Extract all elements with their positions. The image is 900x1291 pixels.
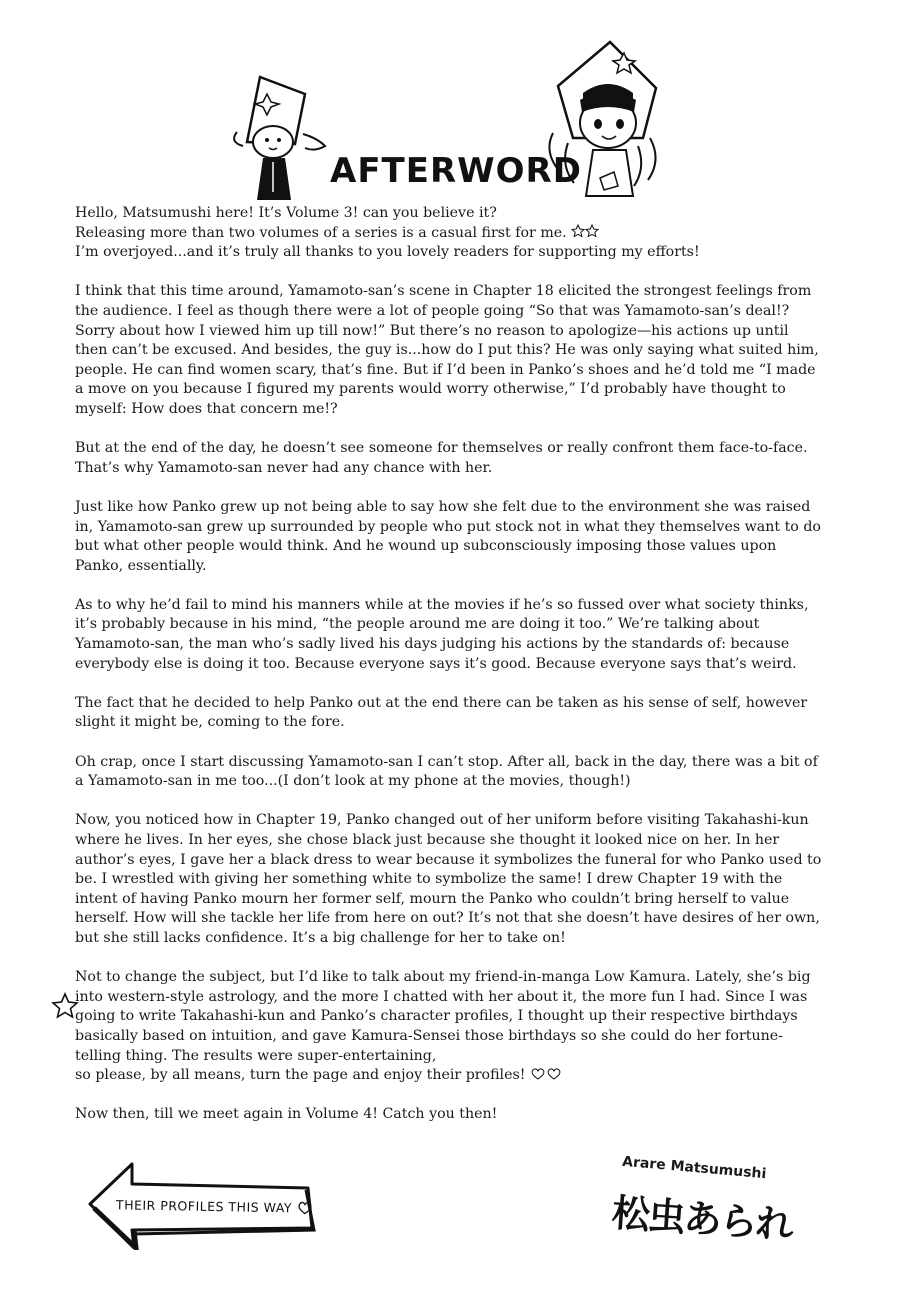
author-name: Arare Matsumushi (621, 1153, 767, 1183)
author-signature: 松虫あられ (610, 1190, 794, 1248)
paragraph-8: Now, you noticed how in Chapter 19, Panko changed out of her uniform before visiting Takahashi-kun where he lives. In her eyes, she chose black just because she thought it looked nice on her. In her author’s eyes, I gave her a black dress to wear because it symbolizes the funeral for who Panko used to be. I wrestled with giving her something white to symbolize the same! I drew Chapter 19 with the intent of having Panko mourn her former self, mourn the Panko who couldn’t bring herself to value herself. How will she tackle her life from here on out? It’s not that she doesn’t have desires of her own, but she still lacks confidence. It’s a big challenge for her to take on! (75, 812, 822, 946)
paragraph-closing: Now then, till we meet again in Volume 4! Catch you then! (75, 1106, 498, 1123)
arrow-label[interactable]: THEIR PROFILES THIS WAY (116, 1197, 313, 1215)
hearts-icon (530, 1067, 562, 1081)
paragraph-4: Just like how Panko grew up not being able to say how she felt due to the environment she was raised in, Yamamoto-san grew up surrounded by people who put stock not in what they themselves want to do but what other people would think. And he wound up subconsciously imposing those values upon Panko, essentially. (75, 498, 821, 574)
page-title: AFTERWORD (330, 150, 582, 191)
paragraph-7: Oh crap, once I start discussing Yamamoto-san I can’t stop. After all, back in the day, there was a bit of a Yamamoto-san in me too...(I don’t look at my phone at the movies, though!) (75, 753, 818, 790)
right-mascot-illustration (538, 38, 678, 203)
heart-icon (296, 1200, 312, 1214)
paragraph-9: Not to change the subject, but I’d like to talk about my friend-in-manga Low Kamura. Lately, she’s big into western-style astrology, and the more I chatted with her about it, the more fun I had. Since I was going to write Takahashi-kun and Panko’s character profiles, I thought up their respective birthdays basically based on intuition, and gave Kamura-Sensei those birthdays so she could do her fortune-telling thing. The results were super-entertaining, so please, by all means, turn the page and enjoy their profiles! (75, 969, 811, 1084)
paragraph-5: As to why he’d fail to mind his manners while at the movies if he’s so fussed over what society thinks, it’s probably because in his mind, “the people around me are doing it too.” We’re talking about Yamamoto-san, the man who’s sadly lived his days judging his actions by the standards of: because everybody else is doing it too. Because everyone says it’s good. Because everyone says that’s weird. (75, 596, 809, 672)
afterword-body (75, 204, 825, 1145)
paragraph-3: But at the end of the day, he doesn’t see someone for themselves or really confront them face-to-face. That’s why Yamamoto-san never had any chance with her. (75, 440, 808, 476)
left-mascot-illustration (225, 72, 335, 207)
star-icon (50, 992, 80, 1022)
paragraph-6: The fact that he decided to help Panko out at the end there can be taken as his sense of self, however slight it might be, coming to the fore. (75, 694, 808, 731)
sparkle-stars-icon (571, 224, 599, 238)
paragraph-2: I think that this time around, Yamamoto-san’s scene in Chapter 18 elicited the strongest feelings from the audience. I feel as though there were a lot of people going “So that was Yamamoto-san’s deal!? Sorry about how I viewed him up till now!” But there’s no reason to apologize—his actions up until then can’t be excused. And besides, the guy is...how do I put this? He was only saying what suited him, people. He can find women scary, that’s fine. But if I’d been in Panko’s shoes and he’d told me “I made a move on you because I figured my parents would worry otherwise,” I’d probably have thought to myself: How does that concern me!? (75, 283, 819, 417)
paragraph-intro: Hello, Matsumushi here! It’s Volume 3! can you believe it? Releasing more than two volumes of a series is a casual first for me. I’m overjoyed...and it’s truly all thanks to you lovely readers for supporting my efforts! (75, 205, 700, 261)
